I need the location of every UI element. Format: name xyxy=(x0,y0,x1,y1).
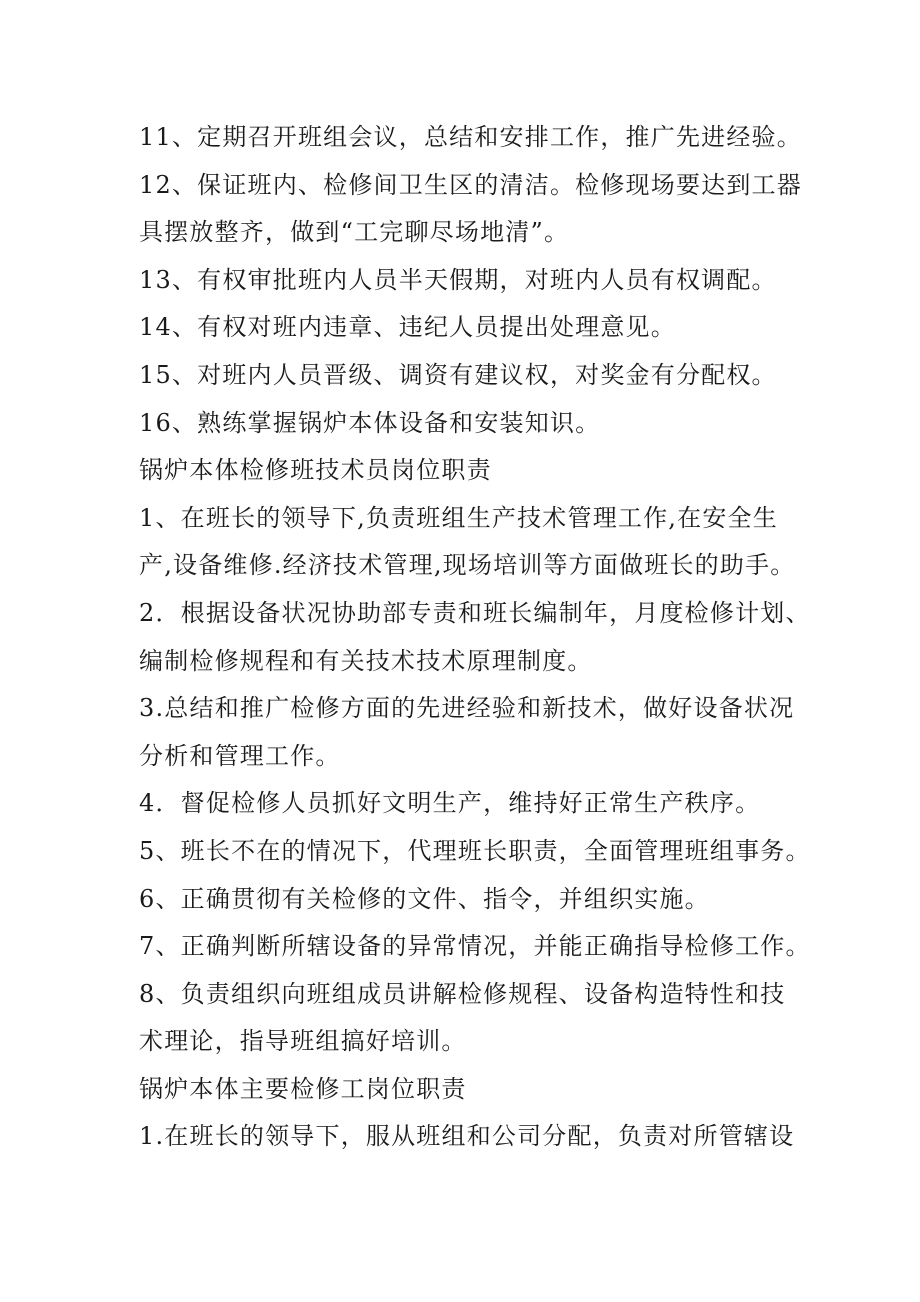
tech-item-3: 3.总结和推广检修方面的先进经验和新技术，做好设备状况 xyxy=(139,694,795,723)
tech-item-1: 1、在班长的领导下,负责班组生产技术管理工作,在安全生 xyxy=(139,503,778,532)
tech-item-7: 7、正确判断所辖设备的异常情况，并能正确指导检修工作。 xyxy=(139,932,811,961)
tech-item-8: 8、负责组织向班组成员讲解检修规程、设备构造特性和技 xyxy=(139,979,786,1008)
tech-item-6: 6、正确贯彻有关检修的文件、指令，并组织实施。 xyxy=(139,884,710,913)
text-line-14: 14、有权对班内违章、违纪人员提出处理意见。 xyxy=(139,313,676,342)
text-line-13: 13、有权审批班内人员半天假期，对班内人员有权调配。 xyxy=(139,265,777,294)
tech-item-8-cont: 术理论，指导班组搞好培训。 xyxy=(139,1027,467,1056)
section-heading-technician: 锅炉本体检修班技术员岗位职责 xyxy=(139,456,492,485)
section-heading-main-repairer: 锅炉本体主要检修工岗位职责 xyxy=(139,1074,467,1103)
tech-item-4: 4．督促检修人员抓好文明生产，维持好正常生产秩序。 xyxy=(139,789,761,818)
tech-item-2: 2．根据设备状况协助部专责和班长编制年，月度检修计划、 xyxy=(139,598,811,627)
text-line-16: 16、熟练掌握锅炉本体设备和安装知识。 xyxy=(139,408,601,437)
text-line-12: 12、保证班内、检修间卫生区的清洁。检修现场要达到工器 xyxy=(139,170,802,199)
text-line-11: 11、定期召开班组会议，总结和安排工作，推广先进经验。 xyxy=(139,123,802,151)
tech-item-5: 5、班长不在的情况下，代理班长职责，全面管理班组事务。 xyxy=(139,836,811,865)
repairer-item-1: 1.在班长的领导下，服从班组和公司分配，负责对所管辖设 xyxy=(139,1122,795,1151)
text-line-12-cont: 具摆放整齐，做到“工完聊尽场地清”。 xyxy=(139,218,570,247)
text-line-15: 15、对班内人员晋级、调资有建议权，对奖金有分配权。 xyxy=(139,360,777,389)
tech-item-2-cont: 编制检修规程和有关技术技术原理制度。 xyxy=(139,646,593,675)
tech-item-3-cont: 分析和管理工作。 xyxy=(139,741,341,770)
document-body xyxy=(139,114,811,1161)
tech-item-1-cont: 产,设备维修.经济技术管理,现场培训等方面做班长的助手。 xyxy=(139,551,796,580)
